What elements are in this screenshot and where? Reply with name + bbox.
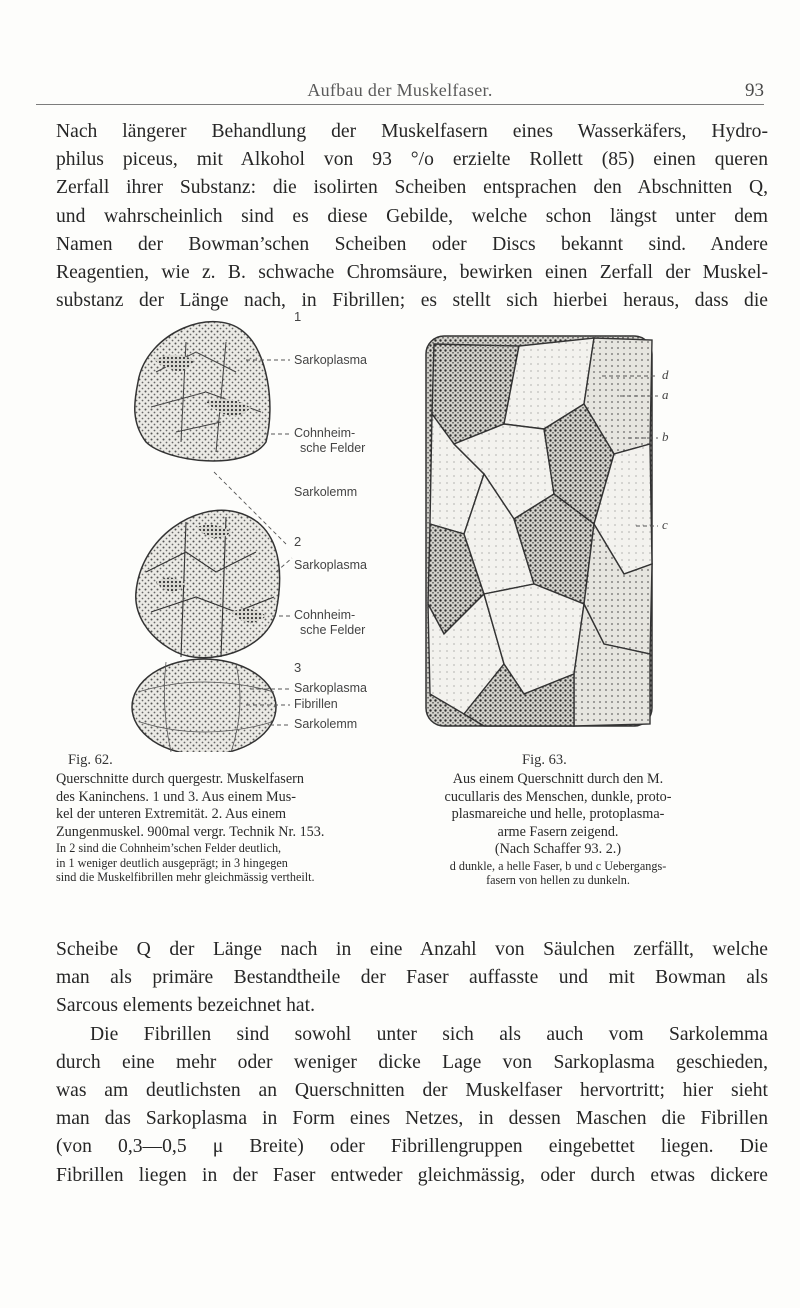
label-sarkoplasma: Sarkoplasma (294, 558, 367, 572)
label-sarkoplasma: Sarkoplasma (294, 681, 367, 695)
caption-line: kel der unteren Extremität. 2. Aus einem (56, 806, 287, 823)
fig63-illustration (424, 334, 686, 744)
figure-62 (126, 309, 426, 752)
text-line: Scheibe Q der Länge nach in eine Anzahl von Säulchen zerfällt, welche (56, 939, 768, 960)
intro-paragraph (56, 118, 768, 315)
text-line: man als primäre Bestandtheile der Faser auffasste und mit Bowman als (56, 967, 768, 989)
section-number-2: 2 (294, 534, 302, 549)
page-number: 93 (745, 80, 764, 101)
text-line: (von 0,3—0,5 μ Breite) oder Fibrillengruppen eingebettet liegen. Die (56, 1136, 768, 1158)
fig62-illustration (126, 312, 426, 752)
text-line: Namen der Bowman’schen Scheiben oder Discs bekannt sind. Andere (56, 233, 768, 255)
section-number-1: 1 (294, 309, 302, 324)
caption-line: Aus einem Querschnitt durch den M. (452, 771, 664, 787)
label-cohnheim-felder: Cohnheim- (294, 426, 356, 440)
text-line: Zerfall ihrer Substanz: die isolirten Scheiben entsprachen den Abschnitten Q, (56, 177, 768, 199)
text-line: Reagentien, wie z. B. schwache Chromsäure, bewirken einen Zerfall der Muskel- (56, 262, 768, 284)
caption-note-line: fasern von hellen zu dunkeln. (486, 873, 630, 888)
caption-line: Zungenmuskel. 900mal vergr. Technik Nr. 153. (56, 823, 325, 840)
label-a: a (662, 387, 669, 402)
caption-note-line: sind die Muskelfibrillen mehr gleichmässig vertheilt. (56, 869, 315, 884)
caption-note-line: in 1 weniger deutlich ausgeprägt; in 3 hingegen (56, 855, 288, 870)
label-d: d (662, 367, 669, 382)
label-cohnheim-felder: sche Felder (300, 623, 366, 637)
text-line: was am deutlichsten an Querschnitten der Muskelfaser hervortritt; hier sieht (56, 1080, 768, 1102)
caption-note-line: In 2 sind die Cohnheim’schen Felder deutlich, (56, 841, 282, 856)
caption-line: plasmareiche und helle, protoplasma- (451, 806, 665, 823)
text-line: philus piceus, mit Alkohol von 93 °/o erzielte Rollett (85) einen queren (56, 149, 768, 171)
text-line: man das Sarkoplasma in Form eines Netzes, in dessen Maschen die Fibrillen (56, 1108, 768, 1130)
fig62-title: Fig. 62. (68, 752, 113, 768)
outro-paragraph (56, 936, 768, 1190)
section-3-drawing (132, 659, 276, 752)
label-sarkoplasma: Sarkoplasma (294, 353, 367, 367)
caption-line: Querschnitte durch quergestr. Muskelfasern (56, 771, 304, 787)
fig62-caption (56, 771, 386, 884)
page-header (36, 80, 764, 105)
fig63-caption (408, 771, 708, 887)
caption-line: arme Fasern zeigend. (497, 823, 619, 840)
caption-line: (Nach Schaffer 93. 2.) (494, 841, 622, 858)
text-line: Die Fibrillen sind sowohl unter sich als auch vom Sarkolemma (90, 1023, 768, 1045)
text-line: durch eine mehr oder weniger dicke Lage von Sarkoplasma geschieden, (56, 1051, 768, 1073)
fig63-title: Fig. 63. (522, 752, 567, 768)
label-cohnheim-felder: sche Felder (300, 441, 366, 455)
label-fibrillen: Fibrillen (294, 697, 338, 711)
section-1-drawing (135, 322, 270, 461)
label-cohnheim-felder: Cohnheim- (294, 608, 356, 622)
caption-note-line: d dunkle, a helle Faser, b und c Uebergangs- (449, 858, 667, 873)
caption-line: cucullaris des Menschen, dunkle, proto- (444, 788, 672, 805)
caption-line: des Kaninchens. 1 und 3. Aus einem Mus- (56, 788, 296, 805)
label-sarkolemm: Sarkolemm (294, 485, 358, 499)
label-b: b (662, 429, 669, 444)
section-number-3: 3 (294, 660, 302, 675)
figure-63 (424, 334, 686, 744)
text-line: und wahrscheinlich sind es diese Gebilde, welche schon längst unter dem (56, 205, 768, 227)
label-c: c (662, 517, 668, 532)
text-line: Nach längerer Behandlung der Muskelfasern eines Wasserkäfers, Hydro- (56, 121, 768, 142)
label-sarkolemm: Sarkolemm (294, 717, 358, 731)
section-2-drawing (136, 510, 280, 657)
running-title: Aufbau der Muskelfaser. (307, 80, 493, 100)
text-line: Fibrillen liegen in der Faser entweder gleichmässig, oder durch etwas dickere (56, 1164, 768, 1186)
text-line: Sarcous elements bezeichnet hat. (56, 995, 315, 1017)
text-line: substanz der Länge nach, in Fibrillen; es stellt sich hierbei heraus, dass die (56, 290, 768, 312)
